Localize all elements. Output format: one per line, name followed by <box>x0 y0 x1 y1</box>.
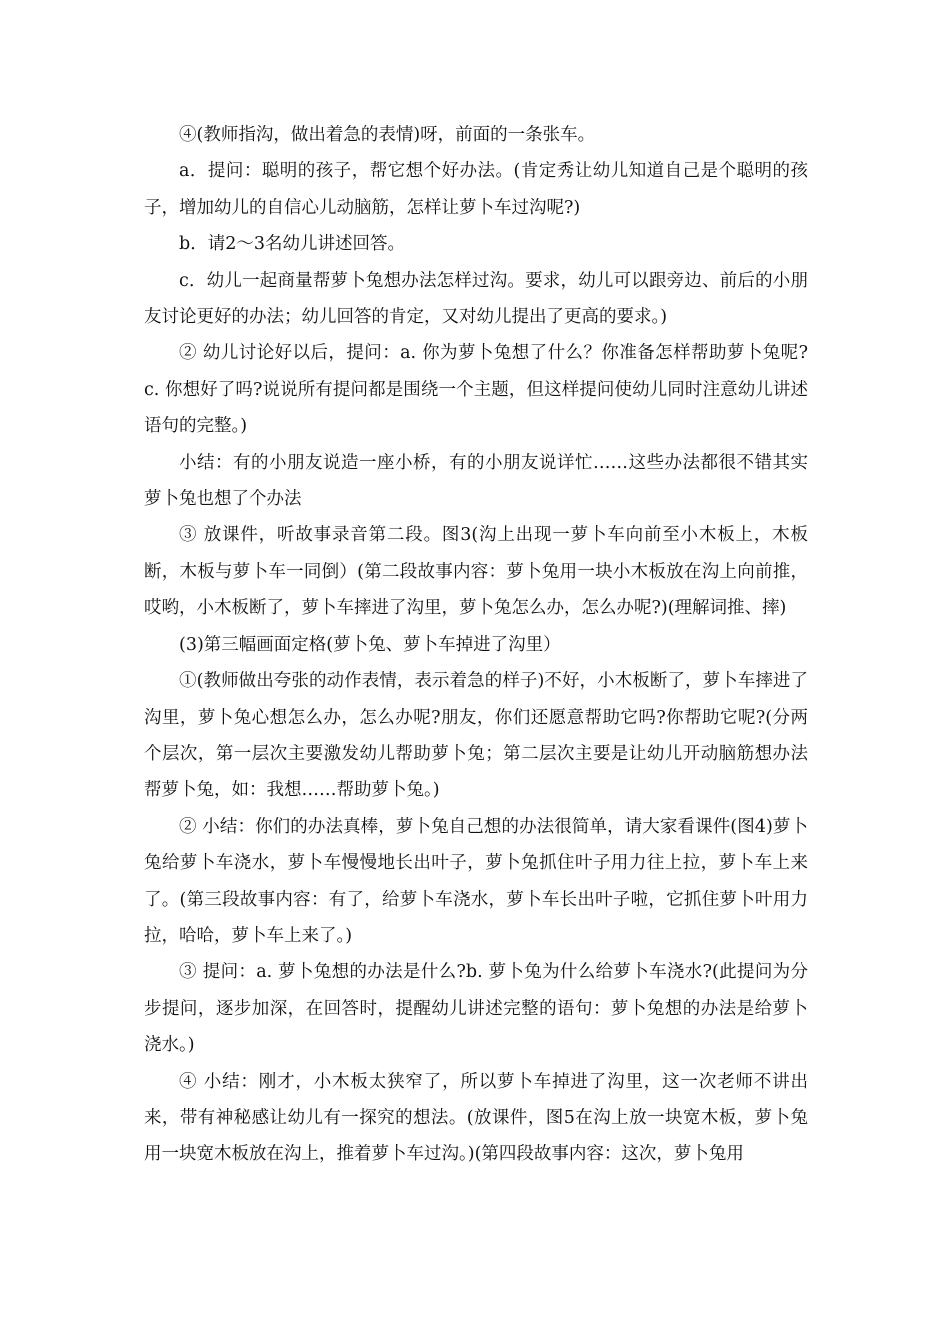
paragraph: ④ 小结：刚才，小木板太狭窄了，所以萝卜车掉进了沟里，这一次老师不讲出来，带有神秘感让幼儿有一探究的想法。(放课件，图5在沟上放一块宽木板，萝卜兔用一块宽木板放在沟上，推着萝卜车过沟。)(第四段故事内容：这次，萝卜兔用 <box>144 1071 808 1165</box>
paragraph: b．请2～3名幼儿讲述回答。 <box>179 234 405 255</box>
paragraph: ③ 提问：a. 萝卜兔想的办法是什么?b. 萝卜兔为什么给萝卜车浇水?(此提问为分步提问，逐步加深，在回答时，提醒幼儿讲述完整的语句：萝卜兔想的办法是给萝卜浇水。) <box>144 962 808 1056</box>
paragraph: ④(教师指沟，做出着急的表情)呀，前面的一条张车。 <box>179 125 596 145</box>
paragraph: ①(教师做出夸张的动作表情，表示着急的样子)不好，小木板断了，萝卜车摔进了沟里，萝卜兔心想怎么办，怎么办呢?朋友，你们还愿意帮助它吗?你帮助它呢?(分两个层次，第一层次主要激发幼儿帮助萝卜兔；第二层次主要是让幼儿开动脑筋想办法帮萝卜兔，如：我想……帮助萝卜兔。) <box>144 671 808 801</box>
paragraph: a．提问：聪明的孩子，帮它想个好办法。(肯定秀让幼儿知道自己是个聪明的孩子，增加幼儿的自信心儿动脑筋，怎样让萝卜车过沟呢?) <box>144 161 808 218</box>
paragraph: ② 小结：你们的办法真棒，萝卜兔自己想的办法很简单，请大家看课件(图4)萝卜兔给萝卜车浇水，萝卜车慢慢地长出叶子，萝卜兔抓住叶子用力往上拉，萝卜车上来了。(第三段故事内容：有了，给萝卜车浇水，萝卜车长出叶子啦，它抓住萝卜叶用力拉，哈哈，萝卜车上来了。) <box>144 816 808 946</box>
summary-paragraph: 小结：有的小朋友说造一座小桥，有的小朋友说详忙……这些办法都很不错其实萝卜兔也想了个办法 <box>144 452 808 510</box>
paragraph: c．幼儿一起商量帮萝卜兔想办法怎样过沟。要求，幼儿可以跟旁边、前后的小朋友讨论更好的办法；幼儿回答的肯定，又对幼儿提出了更高的要求。) <box>144 270 808 328</box>
section-heading: (3)第三幅画面定格(萝卜兔、萝卜车掉进了沟里） <box>179 634 561 655</box>
paragraph: ③ 放课件，听故事录音第二段。图3(沟上出现一萝卜车向前至小木板上，木板断，木板与萝卜车一同倒）(第二段故事内容：萝卜兔用一块小木板放在沟上向前推，哎哟，小木板断了，萝卜车摔进了沟里，萝卜兔怎么办，怎么办呢?)(理解词推、摔) <box>144 525 808 619</box>
paragraph: ② 幼儿讨论好以后，提问：a. 你为萝卜兔想了什么？你准备怎样帮助萝卜兔呢?c. 你想好了吗?说说所有提问都是围绕一个主题，但这样提问使幼儿同时注意幼儿讲述语句的完整。) <box>144 343 808 437</box>
document-body <box>144 117 808 1173</box>
